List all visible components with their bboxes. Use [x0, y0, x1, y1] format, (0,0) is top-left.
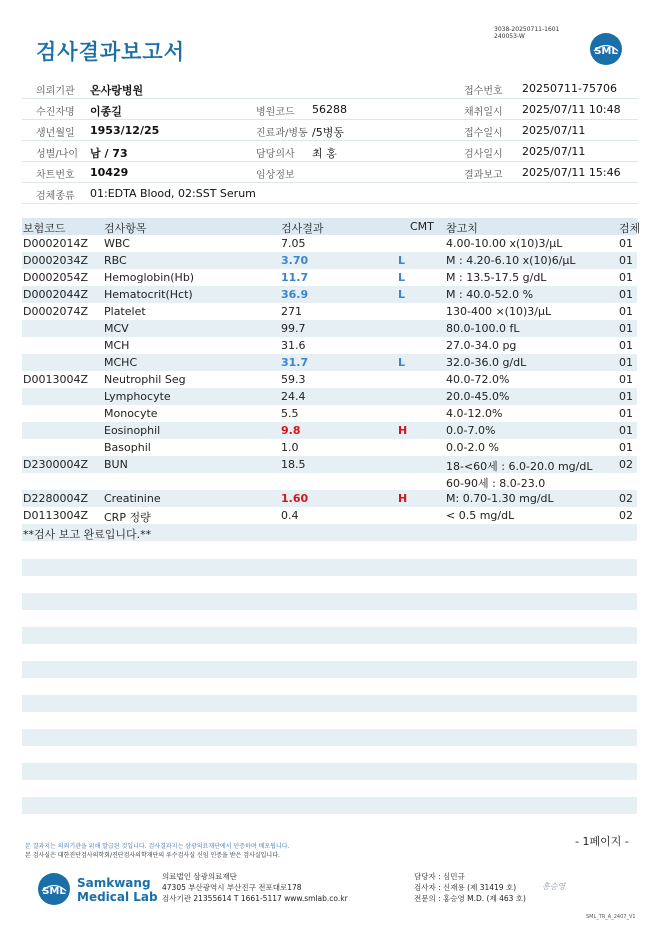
received-time-label: 접수일시 [464, 128, 503, 139]
reference-range-cell: 0.0-7.0% [446, 424, 496, 437]
test-time-label: 검사일시 [464, 149, 503, 160]
table-row [22, 388, 637, 405]
blank-row [22, 661, 637, 678]
reference-range-cell: 0.0-2.0 % [446, 441, 499, 454]
result-cell: 5.5 [281, 407, 299, 420]
reference-range-cell: 4.00-10.00 x(10)3/μL [446, 237, 563, 250]
test-item-cell: BUN [104, 458, 128, 471]
specimen-cell: 01 [619, 271, 633, 284]
test-item-cell: Monocyte [104, 407, 158, 420]
hospital-code-value: 56288 [312, 103, 347, 116]
staff-line-3: 전문의 : 홍승영 M.D. (제 463 호) [414, 894, 526, 903]
reference-range-cell: 18-<60세 : 6.0-20.0 mg/dL [446, 460, 593, 473]
document-id [494, 26, 559, 40]
sml-logo [589, 32, 623, 66]
header-test-item: 검사항목 [104, 222, 147, 235]
test-item-cell: Hematocrit(Hct) [104, 288, 193, 301]
notice-line-2: 본 검사실은 대한진단검사의학회/진단검사의학재단의 우수검사실 신임 인증을 받은 검사실입니다. [25, 852, 280, 859]
staff-line-2: 검사자 : 신재용 (제 31419 호) [414, 883, 517, 892]
insurance-code-cell: D0002014Z [23, 237, 88, 250]
result-cell: 3.70 [281, 254, 309, 267]
result-cell: 99.7 [281, 322, 306, 335]
sml-logo-text: SML [594, 46, 618, 57]
reference-range-cell: M: 0.70-1.30 mg/dL [446, 492, 554, 505]
staff-line-1: 담당자 : 심민규 [414, 872, 465, 881]
brand-line-1: Samkwang [77, 876, 151, 890]
table-row [22, 286, 637, 303]
clinical-info-label: 임상정보 [256, 170, 295, 181]
info-row-birth [22, 120, 638, 141]
test-item-cell: MCHC [104, 356, 138, 369]
cmt-flag-cell: L [398, 271, 406, 284]
reference-range-cell: 60-90세 : 8.0-23.0 [446, 477, 546, 490]
specimen-type-value: 01:EDTA Blood, 02:SST Serum [90, 187, 256, 200]
info-row-patient [22, 99, 638, 120]
header-result: 검사결과 [281, 222, 324, 235]
patient-name-value: 이종길 [90, 105, 122, 118]
table-row [22, 422, 637, 439]
sex-age-label: 성별/나이 [36, 149, 79, 160]
blank-row [22, 695, 637, 712]
specimen-cell: 01 [619, 424, 633, 437]
table-row [22, 303, 637, 320]
sex-age-value: 남 / 73 [90, 147, 128, 160]
result-cell: 31.7 [281, 356, 309, 369]
cmt-flag-cell: H [398, 424, 408, 437]
result-cell: 1.60 [281, 492, 309, 505]
reference-range-cell: 130-400 ×(10)3/μL [446, 305, 552, 318]
birth-date-value: 1953/12/25 [90, 124, 160, 137]
hospital-code-label: 병원코드 [256, 107, 295, 118]
test-time-value: 2025/07/11 [522, 145, 586, 158]
institution-label: 의뢰기관 [36, 86, 75, 97]
blank-row [22, 593, 637, 610]
table-row [22, 269, 637, 286]
cmt-flag-cell: H [398, 492, 408, 505]
specimen-cell: 01 [619, 407, 633, 420]
end-note: **검사 보고 완료입니다.** [23, 528, 152, 541]
collection-time-value: 2025/07/11 10:48 [522, 103, 621, 116]
org-line-2: 47305 부산광역시 부산진구 전포대로178 [162, 883, 302, 892]
cmt-flag-cell: L [398, 288, 406, 301]
brand-line-2: Medical Lab [77, 890, 158, 904]
patient-name-label: 수진자명 [36, 107, 75, 118]
specimen-cell: 01 [619, 237, 633, 250]
department-label: 진료과/병동 [256, 128, 308, 139]
specimen-cell: 01 [619, 373, 633, 386]
table-row [22, 320, 637, 337]
result-cell: 31.6 [281, 339, 306, 352]
specimen-cell: 02 [619, 458, 633, 471]
insurance-code-cell: D0002054Z [23, 271, 88, 284]
chart-number-label: 차트번호 [36, 170, 75, 181]
specimen-cell: 01 [619, 305, 633, 318]
blank-row [22, 729, 637, 746]
test-item-cell: Creatinine [104, 492, 161, 505]
department-value: /5병동 [312, 126, 344, 139]
chart-number-value: 10429 [90, 166, 129, 179]
specimen-cell: 01 [619, 254, 633, 267]
test-item-cell: Eosinophil [104, 424, 161, 437]
footer-sml-logo [37, 872, 71, 906]
test-item-cell: Neutrophil Seg [104, 373, 186, 386]
collection-time-label: 채취일시 [464, 107, 503, 118]
specimen-type-label: 검체종류 [36, 191, 75, 202]
org-line-1: 의료법인 삼광의료재단 [162, 872, 237, 881]
table-row [22, 235, 637, 252]
result-cell: 9.8 [281, 424, 301, 437]
reference-range-cell: 40.0-72.0% [446, 373, 510, 386]
header-cmt: CMT [410, 220, 434, 233]
document-id-line1: 3038-20250711-1601 [494, 26, 560, 33]
reference-range-cell: M : 4.20-6.10 x(10)6/μL [446, 254, 576, 267]
blank-row [22, 797, 637, 814]
info-row-specimen [22, 183, 638, 204]
insurance-code-cell: D2280004Z [23, 492, 88, 505]
reference-range-cell: M : 13.5-17.5 g/dL [446, 271, 547, 284]
insurance-code-cell: D0002074Z [23, 305, 88, 318]
result-cell: 1.0 [281, 441, 299, 454]
form-code: SML_TR_A_2407_V1 [586, 914, 636, 920]
insurance-code-cell: D2300004Z [23, 458, 88, 471]
reference-range-cell: 32.0-36.0 g/dL [446, 356, 527, 369]
notice-line-1: 본 결과지는 의뢰기관을 위해 발급된 것입니다. 검사결과지는 삼광의료재단에서 인증하며 배포됩니다. [25, 843, 290, 850]
staff-info [414, 871, 526, 904]
receipt-number-value: 20250711-75706 [522, 82, 617, 95]
report-time-value: 2025/07/11 15:46 [522, 166, 621, 179]
table-row [22, 252, 637, 269]
test-item-cell: Hemoglobin(Hb) [104, 271, 195, 284]
info-row-institution [22, 78, 638, 99]
patient-info [22, 78, 638, 204]
document-id-line2: 240053-W [494, 33, 525, 40]
info-row-sex-age [22, 141, 638, 162]
test-item-cell: MCH [104, 339, 130, 352]
test-item-cell: WBC [104, 237, 130, 250]
page-number: - 1페이지 - [575, 835, 629, 848]
test-item-cell: Basophil [104, 441, 151, 454]
specimen-cell: 01 [619, 441, 633, 454]
page-title: 검사결과보고서 [36, 40, 186, 64]
header-specimen: 검체 [619, 222, 641, 235]
table-row [22, 473, 637, 490]
doctor-label: 담당의사 [256, 149, 295, 160]
test-item-cell: MCV [104, 322, 129, 335]
specimen-cell: 02 [619, 492, 633, 505]
received-time-value: 2025/07/11 [522, 124, 586, 137]
result-cell: 24.4 [281, 390, 306, 403]
blank-row [22, 763, 637, 780]
test-item-cell: CRP 정량 [104, 511, 151, 524]
org-line-3: 검사기관 21355614 T 1661-5117 www.smlab.co.kr [162, 894, 348, 903]
table-row [22, 439, 637, 456]
blank-row [22, 627, 637, 644]
reference-range-cell: 27.0-34.0 pg [446, 339, 517, 352]
receipt-number-label: 접수번호 [464, 86, 503, 97]
result-cell: 7.05 [281, 237, 306, 250]
report-time-label: 결과보고 [464, 170, 503, 181]
header-reference: 참고치 [446, 222, 478, 235]
table-row [22, 354, 637, 371]
footer-brand [77, 876, 158, 904]
reference-range-cell: 4.0-12.0% [446, 407, 503, 420]
insurance-code-cell: D0013004Z [23, 373, 88, 386]
insurance-code-cell: D0002034Z [23, 254, 88, 267]
specimen-cell: 01 [619, 288, 633, 301]
blank-row [22, 559, 637, 576]
result-cell: 59.3 [281, 373, 306, 386]
table-row [22, 405, 637, 422]
end-note-row [22, 524, 637, 541]
insurance-code-cell: D0113004Z [23, 509, 88, 522]
result-cell: 271 [281, 305, 302, 318]
result-cell: 36.9 [281, 288, 309, 301]
specimen-cell: 01 [619, 356, 633, 369]
specimen-cell: 02 [619, 509, 633, 522]
table-row [22, 507, 637, 524]
specimen-cell: 01 [619, 339, 633, 352]
result-cell: 11.7 [281, 271, 309, 284]
reference-range-cell: 80.0-100.0 fL [446, 322, 520, 335]
institution-value: 온사랑병원 [90, 84, 144, 97]
specimen-cell: 01 [619, 390, 633, 403]
reference-range-cell: < 0.5 mg/dL [446, 509, 515, 522]
result-cell: 0.4 [281, 509, 299, 522]
test-item-cell: Platelet [104, 305, 146, 318]
table-row [22, 490, 637, 507]
specimen-cell: 01 [619, 322, 633, 335]
info-row-chart [22, 162, 638, 183]
birth-date-label: 생년월일 [36, 128, 75, 139]
doctor-value: 최 홍 [312, 147, 337, 160]
signature: 홍승영 [542, 882, 566, 891]
cmt-flag-cell: L [398, 254, 406, 267]
results-table [22, 218, 641, 541]
result-cell: 18.5 [281, 458, 306, 471]
test-item-cell: RBC [104, 254, 127, 267]
table-body [22, 235, 637, 524]
insurance-code-cell: D0002044Z [23, 288, 88, 301]
table-row [22, 337, 637, 354]
organization-info [162, 871, 348, 904]
table-row [22, 371, 637, 388]
table-row [22, 456, 637, 473]
footer-logo-text: SML [42, 886, 66, 897]
header-insurance-code: 보험코드 [23, 222, 66, 235]
cmt-flag-cell: L [398, 356, 406, 369]
reference-range-cell: M : 40.0-52.0 % [446, 288, 534, 301]
reference-range-cell: 20.0-45.0% [446, 390, 510, 403]
table-header [22, 218, 641, 235]
test-item-cell: Lymphocyte [104, 390, 171, 403]
